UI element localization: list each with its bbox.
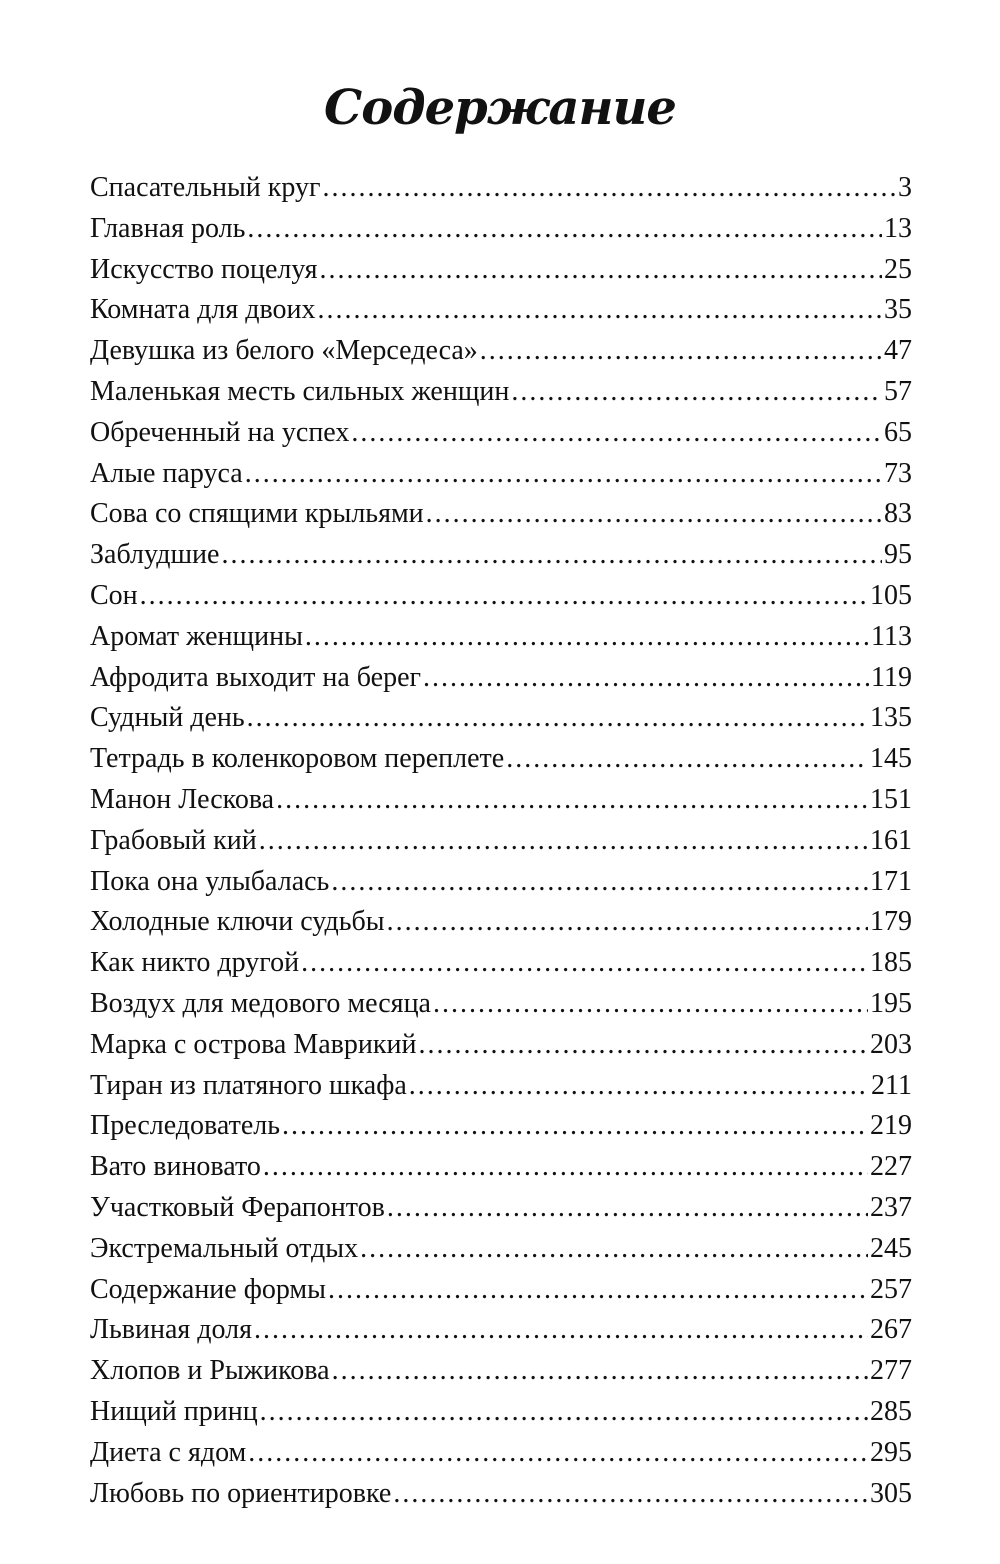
toc-entry <box>90 743 912 784</box>
toc-entry-page-number: 211 <box>871 1069 912 1101</box>
toc-entry <box>90 539 912 580</box>
toc-entry-title: Главная роль <box>90 212 246 244</box>
toc-entry-title: Сова со спящими крыльями <box>90 498 424 530</box>
toc-entry <box>90 947 912 988</box>
toc-entry-page-number: 151 <box>870 783 912 815</box>
toc-entry-title: Маленькая месть сильных женщин <box>90 375 510 407</box>
toc-dot-leader <box>254 1314 868 1346</box>
toc-entry <box>90 1192 912 1233</box>
toc-entry <box>90 662 912 703</box>
toc-dot-leader <box>480 335 882 367</box>
toc-entry-title: Диета с ядом <box>90 1436 247 1468</box>
toc-entry-title: Тиран из платяного шкафа <box>90 1069 407 1101</box>
toc-entry <box>90 866 912 907</box>
toc-entry-title: Аромат женщины <box>90 620 303 652</box>
toc-entry <box>90 172 912 213</box>
toc-entry-title: Преследователь <box>90 1110 281 1142</box>
toc-entry-page-number: 245 <box>870 1232 912 1264</box>
toc-entry-page-number: 171 <box>870 865 912 897</box>
toc-entry <box>90 213 912 254</box>
toc-dot-leader <box>282 1110 868 1142</box>
toc-dot-leader <box>423 662 869 694</box>
toc-dot-leader <box>221 539 882 571</box>
toc-entry-title: Судный день <box>90 702 245 734</box>
toc-entry <box>90 458 912 499</box>
toc-entry-title: Алые паруса <box>90 457 243 489</box>
toc-entry-page-number: 145 <box>870 743 912 775</box>
toc-entry-page-number: 105 <box>870 579 912 611</box>
toc-dot-leader <box>433 988 868 1020</box>
toc-entry-page-number: 135 <box>870 702 912 734</box>
toc-entry-page-number: 227 <box>870 1151 912 1183</box>
toc-entry <box>90 254 912 295</box>
toc-entry-title: Заблудшие <box>90 539 220 571</box>
toc-dot-leader <box>506 743 868 775</box>
toc-dot-leader <box>320 254 882 286</box>
toc-entry-page-number: 185 <box>870 947 912 979</box>
toc-dot-leader <box>318 294 882 326</box>
toc-dot-leader <box>276 784 868 816</box>
toc-entry-page-number: 295 <box>870 1436 912 1468</box>
toc-entry-title: Экстремальный отдых <box>90 1232 359 1264</box>
toc-dot-leader <box>393 1478 868 1510</box>
toc-entry-title: Воздух для медового месяца <box>90 987 431 1019</box>
toc-entry-title: Нищий принц <box>90 1395 258 1427</box>
toc-entry-page-number: 257 <box>870 1273 912 1305</box>
toc-entry-page-number: 285 <box>870 1395 912 1427</box>
toc-entry-page-number: 237 <box>870 1191 912 1223</box>
toc-entry-title: Любовь по ориентировке <box>90 1477 392 1509</box>
toc-entry-page-number: 13 <box>884 212 912 244</box>
toc-entry-title: Обреченный на успех <box>90 416 350 448</box>
toc-entry-page-number: 65 <box>884 416 912 448</box>
toc-dot-leader <box>247 213 882 245</box>
toc-entry-title: Хлопов и Рыжикова <box>90 1355 330 1387</box>
toc-entry <box>90 580 912 621</box>
toc-entry-page-number: 57 <box>884 375 912 407</box>
toc-entry-title: Вато виновато <box>90 1151 261 1183</box>
toc-entry-title: Как никто другой <box>90 947 300 979</box>
toc-dot-leader <box>140 580 868 612</box>
toc-entry-page-number: 95 <box>884 539 912 571</box>
toc-dot-leader <box>426 498 882 530</box>
toc-entry <box>90 1070 912 1111</box>
toc-entry-title: Сон <box>90 579 138 611</box>
toc-entry-title: Комната для двоих <box>90 294 316 326</box>
toc-entry-page-number: 267 <box>870 1314 912 1346</box>
toc-dot-leader <box>511 376 882 408</box>
toc-dot-leader <box>351 417 882 449</box>
toc-entry <box>90 1233 912 1274</box>
toc-entry-title: Спасательный круг <box>90 172 321 203</box>
toc-dot-leader <box>247 702 868 734</box>
page-title: Содержание <box>324 80 676 136</box>
toc-entry <box>90 1355 912 1396</box>
toc-entry-page-number: 305 <box>870 1477 912 1509</box>
toc-entry <box>90 784 912 825</box>
toc-entry-page-number: 25 <box>884 253 912 285</box>
toc-dot-leader <box>322 172 896 204</box>
toc-entry-title: Холодные ключи судьбы <box>90 906 385 938</box>
toc-entry <box>90 621 912 662</box>
toc-entry <box>90 335 912 376</box>
toc-entry-title: Девушка из белого «Мерседеса» <box>90 335 478 367</box>
toc-entry-page-number: 203 <box>870 1028 912 1060</box>
toc-entry <box>90 702 912 743</box>
toc-entry-title: Искусство поцелуя <box>90 253 318 285</box>
toc-dot-leader <box>245 458 882 490</box>
toc-entry <box>90 1029 912 1070</box>
toc-entry <box>90 376 912 417</box>
toc-entry-page-number: 277 <box>870 1355 912 1387</box>
toc-entry <box>90 498 912 539</box>
toc-dot-leader <box>263 1151 868 1183</box>
toc-entry-page-number: 113 <box>871 620 912 652</box>
toc-entry-title: Афродита выходит на берег <box>90 661 421 693</box>
toc-entry-title: Пока она улыбалась <box>90 865 330 897</box>
toc-entry-page-number: 219 <box>870 1110 912 1142</box>
toc-dot-leader <box>418 1029 868 1061</box>
toc-entry-title: Тетрадь в коленкоровом переплете <box>90 743 505 775</box>
toc-entry <box>90 988 912 1029</box>
toc-entry-title: Содержание формы <box>90 1273 326 1305</box>
toc-entry <box>90 1396 912 1437</box>
toc-entry-page-number: 73 <box>884 457 912 489</box>
toc-entry <box>90 1437 912 1478</box>
toc-dot-leader <box>360 1233 868 1265</box>
toc-entry-title: Грабовый кий <box>90 824 257 856</box>
toc-entry-page-number: 195 <box>870 987 912 1019</box>
toc-entry <box>90 1110 912 1151</box>
toc-dot-leader <box>328 1274 868 1306</box>
toc-entry-title: Участковый Ферапонтов <box>90 1191 385 1223</box>
toc-dot-leader <box>332 1355 868 1387</box>
toc-entry <box>90 825 912 866</box>
toc-entry-title: Львиная доля <box>90 1314 252 1346</box>
toc-entry <box>90 294 912 335</box>
toc-dot-leader <box>387 1192 868 1224</box>
toc-entry <box>90 1151 912 1192</box>
toc-dot-leader <box>331 866 868 898</box>
toc-entry-title: Манон Лескова <box>90 783 275 815</box>
toc-entry-page-number: 161 <box>870 824 912 856</box>
toc-entry-page-number: 83 <box>884 498 912 530</box>
toc-entry <box>90 417 912 458</box>
toc-entry-page-number: 3 <box>898 172 912 203</box>
toc-entry <box>90 1478 912 1519</box>
table-of-contents <box>90 172 912 1518</box>
toc-entry <box>90 906 912 947</box>
toc-entry <box>90 1314 912 1355</box>
toc-entry-page-number: 179 <box>870 906 912 938</box>
toc-entry <box>90 1274 912 1315</box>
toc-entry-page-number: 119 <box>871 661 912 693</box>
toc-dot-leader <box>387 906 868 938</box>
toc-entry-page-number: 47 <box>884 335 912 367</box>
toc-dot-leader <box>260 1396 868 1428</box>
toc-dot-leader <box>248 1437 868 1469</box>
toc-dot-leader <box>301 947 868 979</box>
toc-entry-title: Марка с острова Маврикий <box>90 1028 417 1060</box>
toc-entry-page-number: 35 <box>884 294 912 326</box>
toc-dot-leader <box>409 1070 869 1102</box>
toc-dot-leader <box>259 825 868 857</box>
toc-dot-leader <box>305 621 869 653</box>
